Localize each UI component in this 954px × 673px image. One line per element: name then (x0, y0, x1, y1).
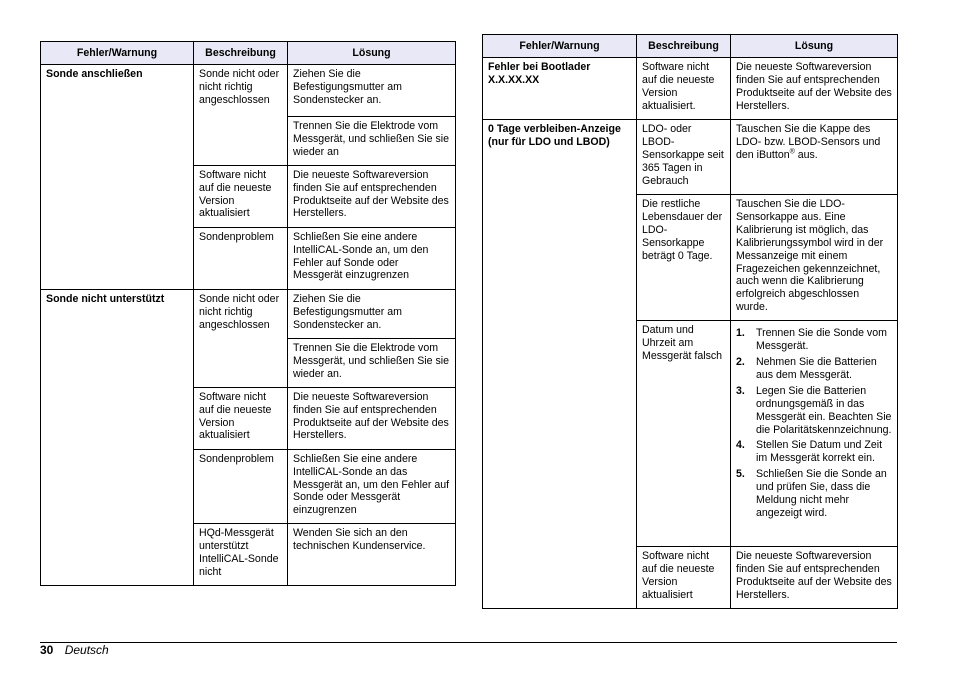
page-number: 30 (40, 643, 54, 657)
table-row (41, 289, 456, 338)
table-row (41, 65, 456, 117)
solution-cell: Die neueste Softwareversion finden Sie auf entsprechenden Produktseite auf der Website des Herstellers. (731, 58, 898, 120)
solution-cell: Trennen Sie die Elektrode vom Messgerät, und schließen Sie sie wieder an (288, 117, 456, 166)
step-number: 5. (736, 468, 745, 481)
solution-cell: Ziehen Sie die Befestigungsmutter am Sondenstecker an. (288, 289, 456, 338)
list-item (736, 356, 892, 382)
error-cell: Sonde nicht unterstützt (41, 289, 194, 586)
solution-cell: Schließen Sie eine andere IntelliCAL-Sonde an das Messgerät an, um den Fehler auf Sonde oder Messgerät einzugrenzen (288, 449, 456, 524)
step-number: 2. (736, 355, 745, 368)
description-cell: Die restliche Lebensdauer der LDO-Sensorkappe beträgt 0 Tage. (637, 195, 731, 321)
step-number: 1. (736, 327, 745, 340)
header-error: Fehler/Warnung (483, 35, 637, 58)
description-cell: Datum und Uhrzeit am Messgerät falsch (637, 321, 731, 547)
step-text: Schließen Sie die Sonde an und prüfen Sie, dass die Meldung nicht mehr angezeigt wird. (756, 468, 887, 519)
header-solution: Lösung (731, 35, 898, 58)
header-solution: Lösung (288, 42, 456, 65)
list-item (736, 439, 892, 465)
error-cell: 0 Tage verbleiben-Anzeige (nur für LDO und LBOD) (483, 120, 637, 609)
step-text: Legen Sie die Batterien ordnungsgemäß in das Messgerät ein. Beachten Sie die Polaritätskennzeichnung. (756, 384, 892, 436)
description-cell: Sonde nicht oder nicht richtig angeschlossen (194, 289, 288, 387)
step-text: Stellen Sie Datum und Zeit im Messgerät korrekt ein. (756, 439, 883, 465)
step-number: 4. (736, 439, 745, 452)
solution-cell: Trennen Sie die Elektrode vom Messgerät, und schließen Sie sie wieder an. (288, 338, 456, 387)
header-error: Fehler/Warnung (41, 42, 194, 65)
solution-cell: Die neueste Softwareversion finden Sie auf entsprechenden Produktseite auf der Website des Herstellers. (288, 165, 456, 227)
description-cell: HQd-Messgerät unterstützt IntelliCAL-Sonde nicht (194, 524, 288, 586)
step-number: 3. (736, 384, 745, 397)
error-cell: Sonde anschließen (41, 65, 194, 290)
step-text: Trennen Sie die Sonde vom Messgerät. (756, 327, 887, 353)
solution-text: Tauschen Sie die Kappe des LDO- bzw. LBOD-Sensors und den iButton (736, 123, 881, 161)
table-row (483, 120, 898, 195)
error-cell: Fehler bei Bootlader X.X.XX.XX (483, 58, 637, 120)
step-text: Nehmen Sie die Batterien aus dem Messgerät. (756, 355, 877, 381)
table-header-row (483, 35, 898, 58)
troubleshooting-table-left (40, 41, 456, 586)
description-cell: LDO- oder LBOD-Sensorkappe seit 365 Tagen in Gebrauch (637, 120, 731, 195)
troubleshooting-table-right (482, 34, 898, 609)
description-cell: Software nicht auf die neueste Version aktualisiert. (637, 58, 731, 120)
page-footer (40, 643, 109, 657)
header-description: Beschreibung (637, 35, 731, 58)
description-cell: Software nicht auf die neueste Version aktualisiert (194, 387, 288, 449)
solution-text-end: aus. (794, 148, 818, 161)
solution-cell (731, 120, 898, 195)
description-cell: Sondenproblem (194, 227, 288, 289)
list-item (736, 385, 892, 437)
table-row (483, 58, 898, 120)
list-item (736, 468, 892, 520)
solution-cell (731, 321, 898, 547)
description-cell: Sonde nicht oder nicht richtig angeschlossen (194, 65, 288, 166)
description-cell: Software nicht auf die neueste Version aktualisiert (637, 547, 731, 609)
solution-cell: Tauschen Sie die LDO-Sensorkappe aus. Eine Kalibrierung ist möglich, das Kalibrierungssymbol wird in der Messanzeige mit einem Fragezeichen gekennzeichnet, auch wenn die Kalibrierung erfolgreich abgeschlossen wurde. (731, 195, 898, 321)
description-cell: Software nicht auf die neueste Version aktualisiert (194, 165, 288, 227)
solution-cell: Wenden Sie sich an den technischen Kundenservice. (288, 524, 456, 586)
solution-cell: Die neueste Softwareversion finden Sie auf entsprechenden Produktseite auf der Website des Herstellers. (731, 547, 898, 609)
registered-mark: ® (789, 148, 795, 156)
footer-language: Deutsch (64, 643, 109, 657)
steps-list (736, 327, 892, 520)
solution-cell: Die neueste Softwareversion finden Sie auf entsprechenden Produktseite auf der Website des Herstellers. (288, 387, 456, 449)
header-description: Beschreibung (194, 42, 288, 65)
solution-cell: Schließen Sie eine andere IntelliCAL-Sonde an, um den Fehler auf Sonde oder Messgerät einzugrenzen (288, 227, 456, 289)
list-item (736, 327, 892, 353)
table-header-row (41, 42, 456, 65)
description-cell: Sondenproblem (194, 449, 288, 524)
solution-cell: Ziehen Sie die Befestigungsmutter am Sondenstecker an. (288, 65, 456, 117)
footer-rule (40, 642, 897, 643)
